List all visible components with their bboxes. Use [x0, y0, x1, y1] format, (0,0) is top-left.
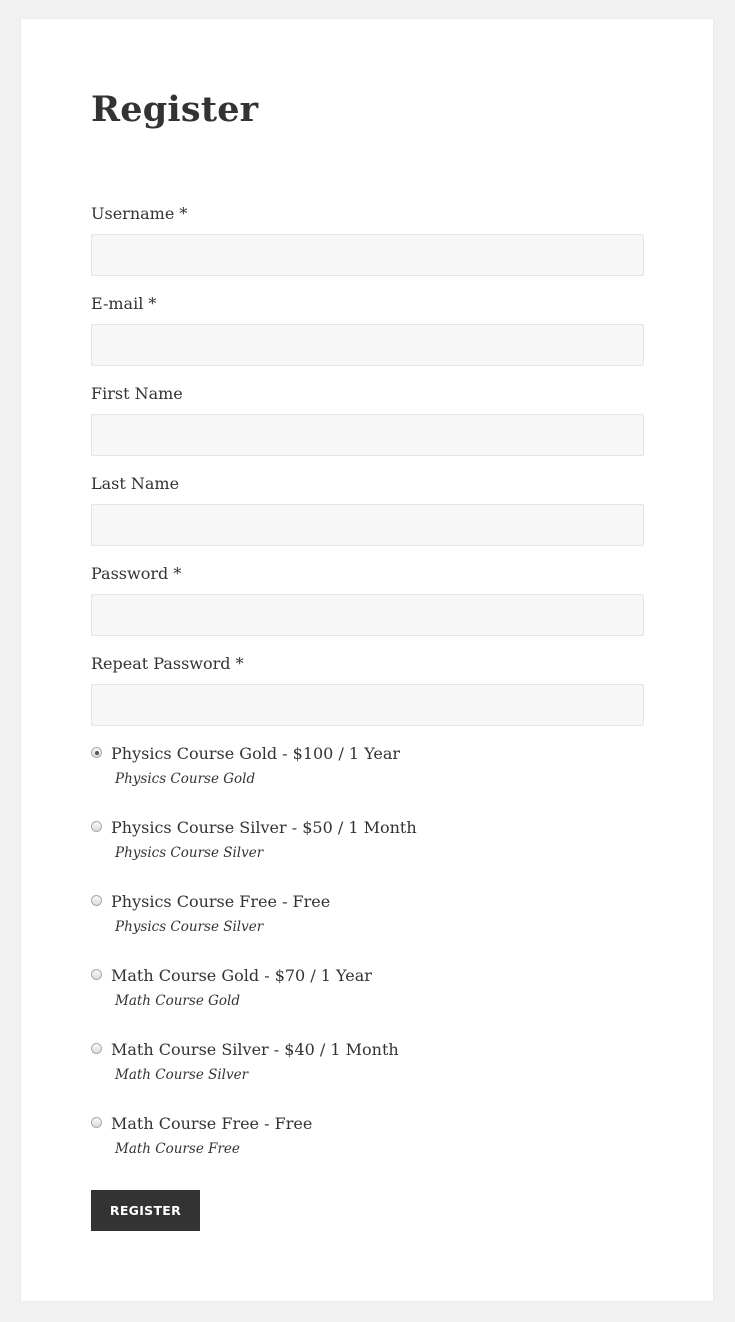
- plan-label[interactable]: Math Course Silver - $40 / 1 Month: [111, 1040, 399, 1059]
- plan-radio-physics-gold[interactable]: [91, 747, 102, 758]
- plan-radio-physics-silver[interactable]: [91, 821, 102, 832]
- plan-label[interactable]: Physics Course Free - Free: [111, 892, 331, 911]
- username-label: Username *: [91, 204, 188, 223]
- username-field-group: [91, 204, 644, 276]
- username-input[interactable]: [91, 234, 644, 276]
- repeat-password-label: Repeat Password *: [91, 654, 244, 673]
- plan-label[interactable]: Math Course Gold - $70 / 1 Year: [111, 966, 372, 985]
- plan-option-physics-gold: [91, 744, 651, 787]
- plan-label[interactable]: Physics Course Gold - $100 / 1 Year: [111, 744, 401, 763]
- email-field-group: [91, 294, 644, 366]
- plan-description: Physics Course Silver: [115, 845, 264, 861]
- plan-radio-math-gold[interactable]: [91, 969, 102, 980]
- plan-radio-math-silver[interactable]: [91, 1043, 102, 1054]
- last-name-field-group: [91, 474, 644, 546]
- first-name-label: First Name: [91, 384, 183, 403]
- register-button[interactable]: REGISTER: [91, 1190, 200, 1231]
- last-name-input[interactable]: [91, 504, 644, 546]
- plan-description: Math Course Gold: [115, 993, 240, 1009]
- page-title: Register: [91, 89, 259, 130]
- email-input[interactable]: [91, 324, 644, 366]
- plan-option-physics-silver: [91, 818, 651, 861]
- password-input[interactable]: [91, 594, 644, 636]
- plan-option-physics-free: [91, 892, 651, 935]
- plan-radio-math-free[interactable]: [91, 1117, 102, 1128]
- register-form-card: [21, 19, 713, 1301]
- repeat-password-field-group: [91, 654, 644, 726]
- plan-radio-physics-free[interactable]: [91, 895, 102, 906]
- plan-option-math-free: [91, 1114, 651, 1157]
- plan-option-math-gold: [91, 966, 651, 1009]
- plan-description: Physics Course Silver: [115, 919, 264, 935]
- first-name-input[interactable]: [91, 414, 644, 456]
- plan-label[interactable]: Physics Course Silver - $50 / 1 Month: [111, 818, 417, 837]
- password-field-group: [91, 564, 644, 636]
- last-name-label: Last Name: [91, 474, 180, 493]
- repeat-password-input[interactable]: [91, 684, 644, 726]
- plan-label[interactable]: Math Course Free - Free: [111, 1114, 313, 1133]
- plan-description: Physics Course Gold: [115, 771, 256, 787]
- first-name-field-group: [91, 384, 644, 456]
- plan-option-math-silver: [91, 1040, 651, 1083]
- email-label: E-mail *: [91, 294, 157, 313]
- plan-description: Math Course Free: [115, 1141, 240, 1157]
- plan-description: Math Course Silver: [115, 1067, 249, 1083]
- password-label: Password *: [91, 564, 182, 583]
